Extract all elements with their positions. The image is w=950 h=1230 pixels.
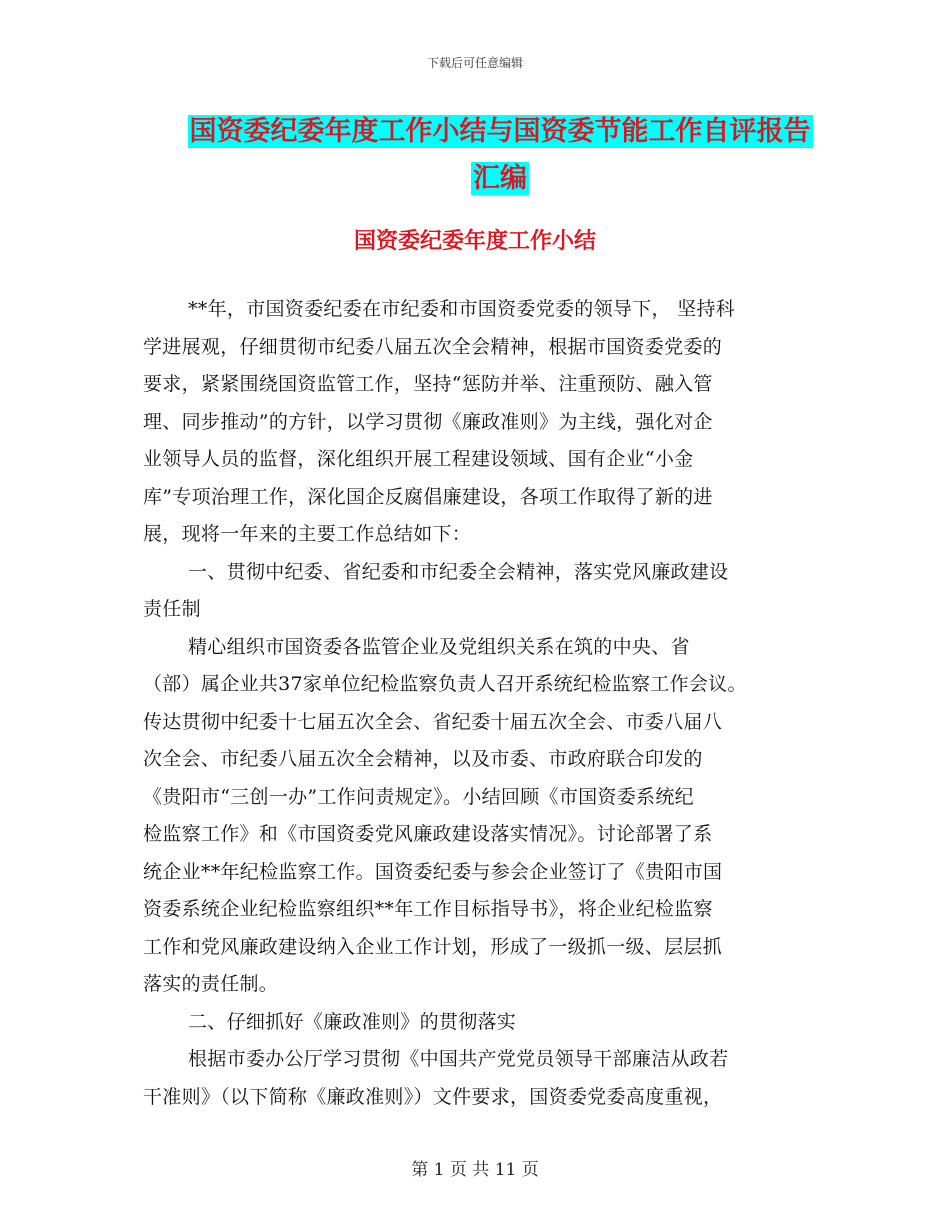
body-line: 统企业**年纪检监察工作。国资委纪委与参会企业签订了《贵阳市国: [143, 860, 723, 883]
body-line: （部）属企业共37家单位纪检监察负责人召开系统纪检监察工作会议。: [143, 673, 747, 695]
body-line: 次全会、市纪委八届五次全会精神，以及市委、市政府联合印发的: [143, 748, 703, 770]
heading-line: 二、仔细抓好《廉政准则》的贯彻落实: [188, 1010, 517, 1033]
body-line: **年，市国资委纪委在市纪委和市国资委党委的领导下， 坚持科: [188, 298, 736, 320]
header-note: 下载后可任意编辑: [426, 56, 523, 70]
document-title-line-2: 汇编: [473, 163, 527, 194]
body-line: 落实的责任制。: [143, 973, 279, 995]
document-title-line-1: 国资委纪委年度工作小结与国资委节能工作自评报告: [189, 116, 811, 147]
body-line: 理、同步推动”的方针，以学习贯彻《廉政准则》为主线，强化对企: [143, 410, 713, 433]
body-line: 《贵阳市“三创一办”工作问责规定》。小结回顾《市国资委系统纪: [143, 785, 694, 808]
body-line: 检监察工作》和《市国资委党风廉政建设落实情况》。讨论部署了系: [143, 823, 713, 845]
body-line: 工作和党风廉政建设纳入企业工作计划，形成了一级抓一级、层层抓: [143, 935, 723, 958]
section-title: 国资委纪委年度工作小结: [353, 228, 596, 254]
body-line: 精心组织市国资委各监管企业及党组织关系在筑的中央、省: [188, 635, 690, 658]
document-title: [150, 108, 850, 202]
document-body: [143, 291, 813, 1116]
body-line: 要求，紧紧围绕国资监管工作，坚持“惩防并举、注重预防、融入管: [143, 373, 713, 395]
body-line: 干准则》（以下简称《廉政准则》）文件要求，国资委党委高度重视，: [143, 1085, 723, 1108]
body-line: 学进展观，仔细贯彻市纪委八届五次全会精神，根据市国资委党委的: [143, 335, 723, 358]
body-line: 资委系统企业纪检监察组织**年工作目标指导书》，将企业纪检监察: [143, 898, 713, 920]
body-line: 库”专项治理工作，深化国企反腐倡廉建设，各项工作取得了新的进: [143, 485, 713, 508]
body-line: 根据市委办公厅学习贯彻《中国共产党党员领导干部廉洁从政若: [188, 1048, 729, 1070]
heading-line: 一、贯彻中纪委、省纪委和市纪委全会精神，落实党风廉政建设: [188, 560, 729, 583]
page-footer: 第 1 页 共 11 页: [411, 1160, 539, 1180]
body-line: 传达贯彻中纪委十七届五次全会、省纪委十届五次全会、市委八届八: [143, 710, 723, 733]
body-line: 业领导人员的监督，深化组织开展工程建设领域、国有企业“小金: [143, 448, 694, 470]
heading-line: 责任制: [143, 598, 201, 620]
body-line: 展，现将一年来的主要工作总结如下：: [143, 523, 472, 545]
